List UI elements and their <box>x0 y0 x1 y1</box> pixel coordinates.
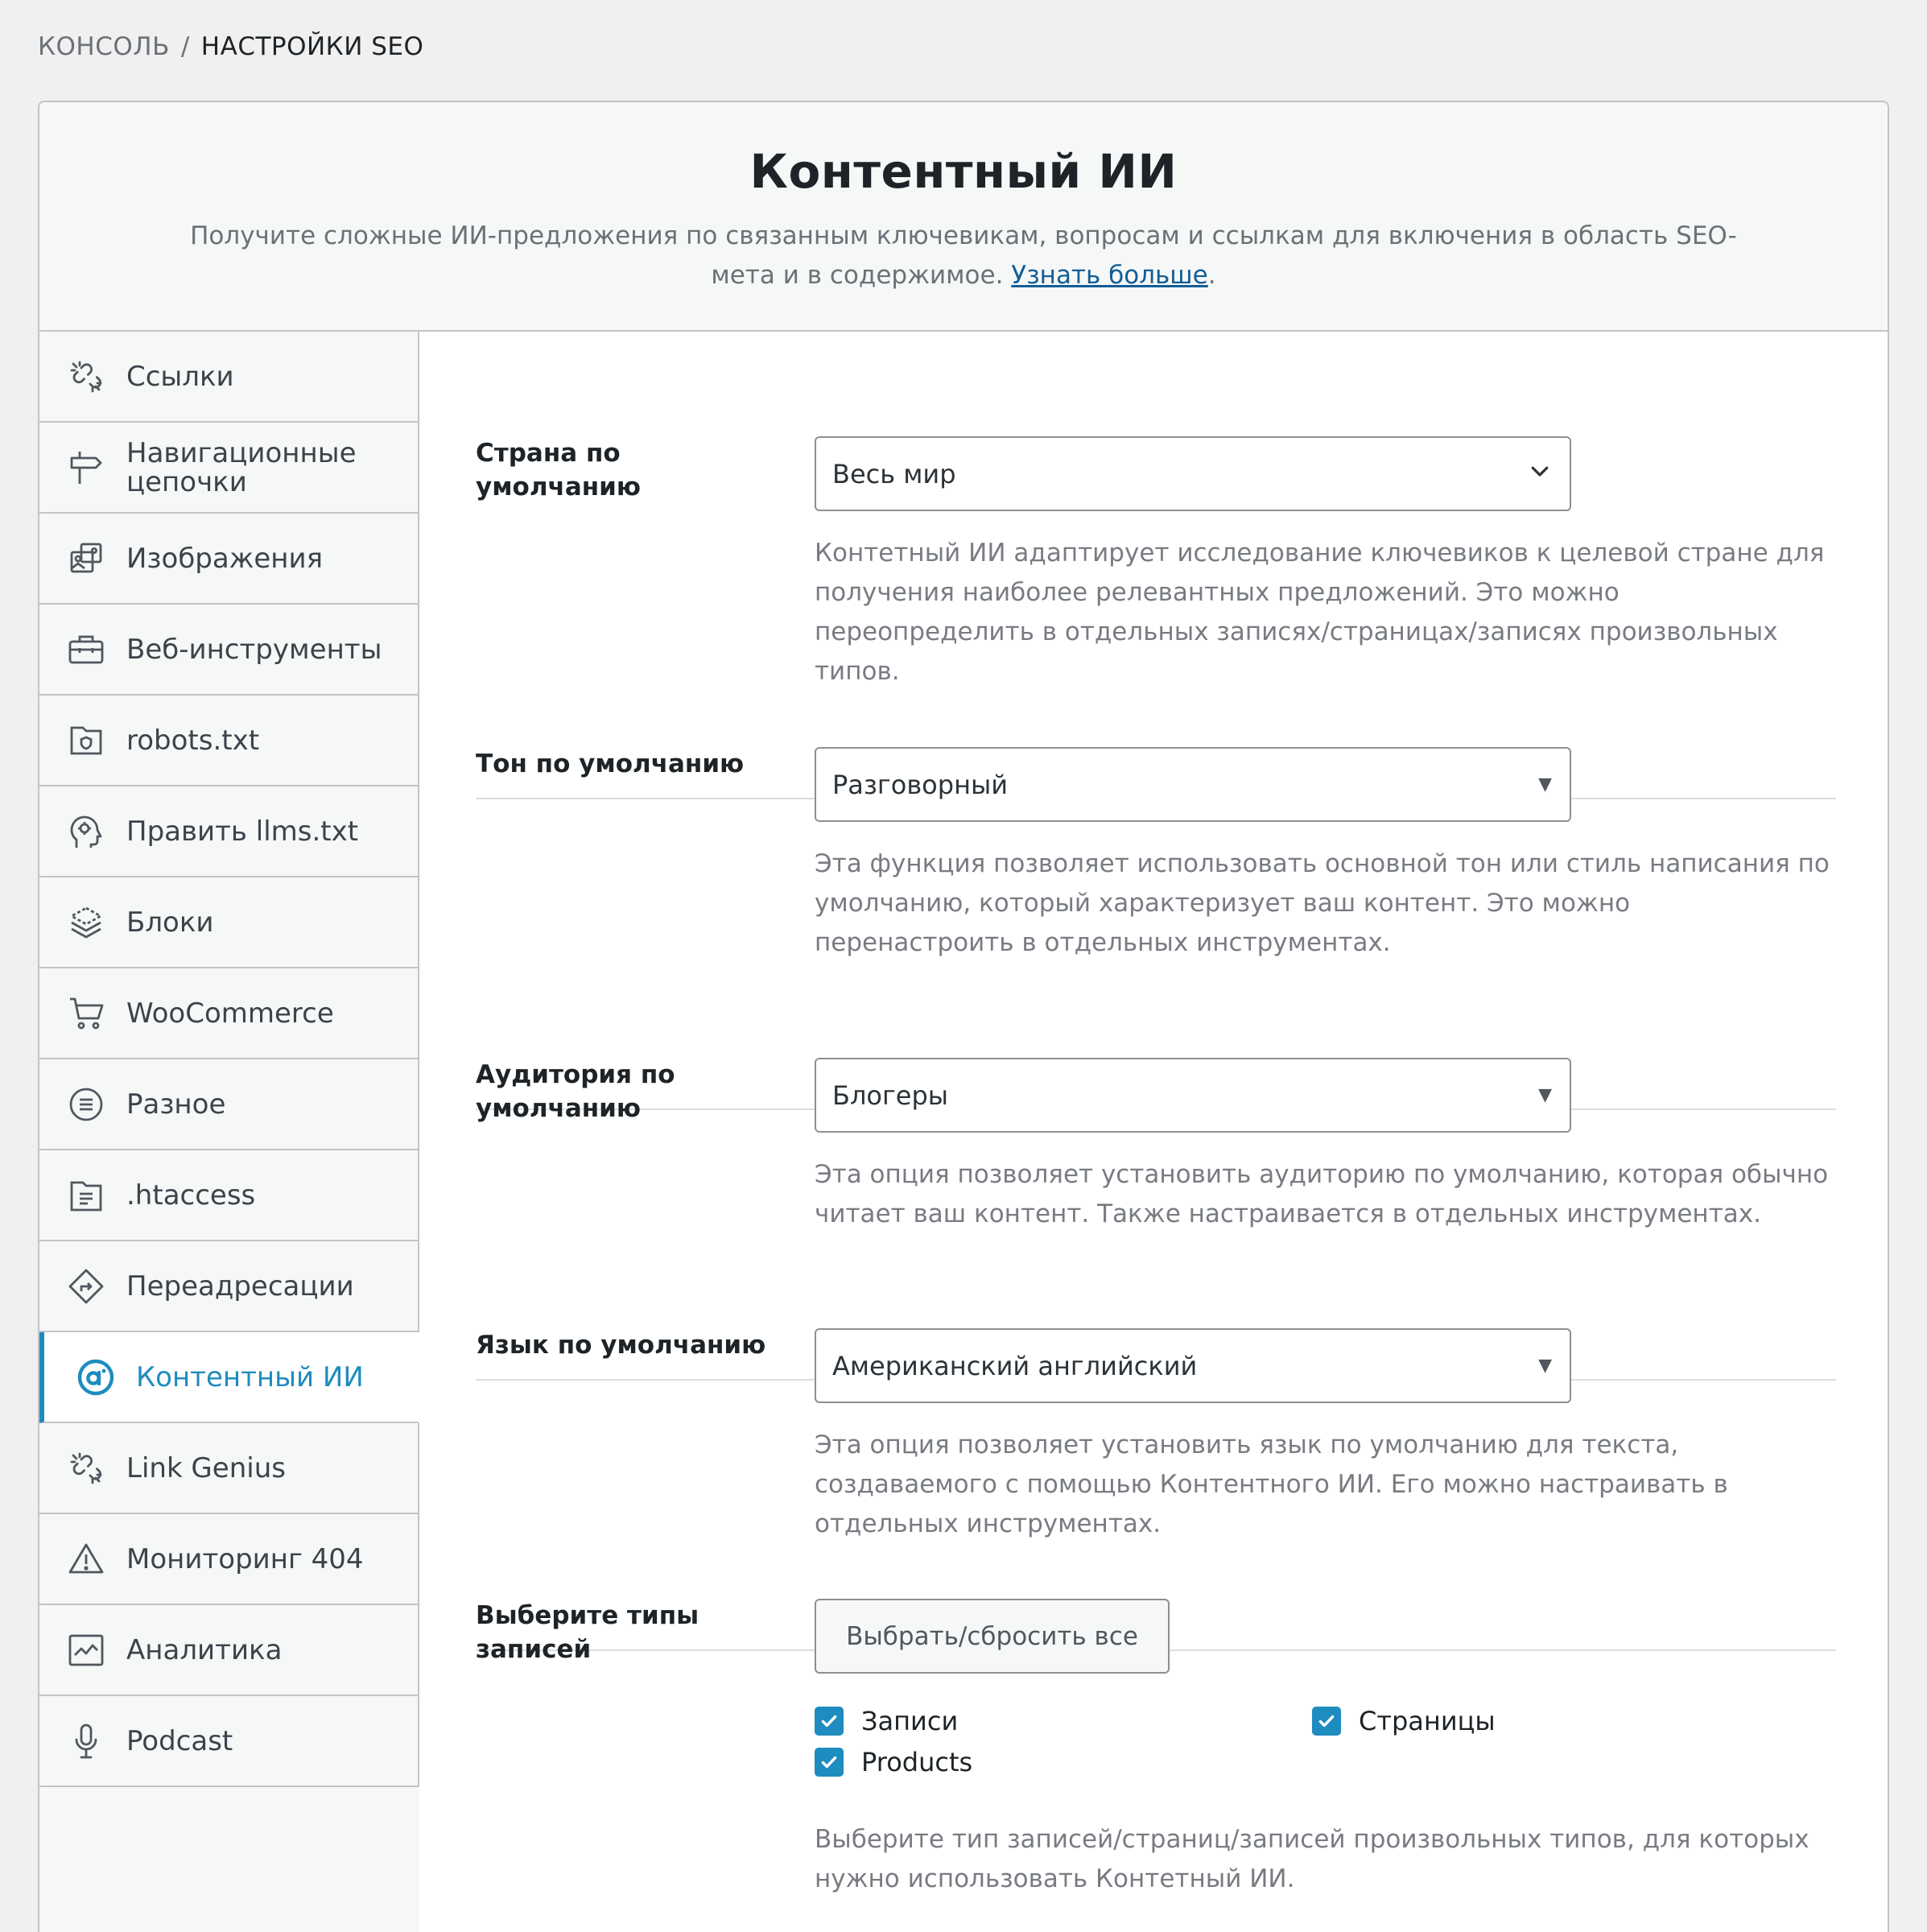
settings-sidebar <box>39 332 419 1787</box>
sidebar-item-images[interactable] <box>39 514 418 605</box>
sidebar-item-htaccess[interactable] <box>39 1150 418 1241</box>
sidebar-item-links[interactable] <box>39 332 418 423</box>
checkbox-checked-icon <box>815 1748 844 1777</box>
sidebar-item-podcast[interactable] <box>39 1696 418 1787</box>
cart-icon <box>67 994 105 1033</box>
sidebar-item-llms[interactable] <box>39 786 418 877</box>
settings-panel <box>38 101 1889 1932</box>
sidebar-item-label: Разное <box>126 1088 226 1121</box>
checkbox-checked-icon <box>1312 1707 1341 1736</box>
page-description: Получите сложные ИИ-предложения по связанным ключевикам, вопросам и ссылкам для включения в область SEO-мета и в содержимое. Узнать больше. <box>190 221 1737 290</box>
sidebar-item-misc[interactable] <box>39 1059 418 1150</box>
sidebar-item-redirections[interactable] <box>39 1241 418 1332</box>
checkbox-products[interactable] <box>815 1747 972 1777</box>
checkbox-label: Записи <box>861 1706 959 1736</box>
sidebar-item-label: .htaccess <box>126 1179 256 1212</box>
chevron-down-icon <box>1528 459 1552 489</box>
links-icon <box>67 357 105 396</box>
sidebar-item-label: Блоки <box>126 906 214 939</box>
settings-content <box>419 332 1888 1932</box>
country-select-value: Весь мир <box>832 458 956 489</box>
checkbox-label: Страницы <box>1359 1706 1496 1736</box>
page-title: Контентный ИИ <box>749 144 1178 199</box>
tone-select-value: Разговорный <box>832 769 1009 800</box>
sidebar-item-label: Веб-инструменты <box>126 633 382 666</box>
checkbox-pages[interactable] <box>1312 1706 1496 1736</box>
toolbox-icon <box>67 630 105 669</box>
caret-down-icon: ▼ <box>1538 1085 1552 1105</box>
country-select[interactable] <box>815 436 1571 511</box>
sidebar-item-label: Podcast <box>126 1724 233 1757</box>
sidebar-item-link-genius[interactable] <box>39 1423 418 1514</box>
caret-down-icon: ▼ <box>1538 774 1552 795</box>
country-label: Страна по умолчанию <box>476 439 642 502</box>
sidebar-item-label: Аналитика <box>126 1633 283 1666</box>
learn-more-link[interactable]: Узнать больше <box>1011 261 1208 290</box>
misc-list-icon <box>67 1085 105 1124</box>
link-genius-icon <box>67 1449 105 1488</box>
microphone-icon <box>67 1722 105 1761</box>
caret-down-icon: ▼ <box>1538 1356 1552 1376</box>
select-all-button[interactable]: Выбрать/сбросить все <box>815 1599 1170 1674</box>
sidebar-item-webmaster-tools[interactable] <box>39 605 418 696</box>
tone-label: Тон по умолчанию <box>476 749 745 778</box>
file-icon <box>67 1176 105 1215</box>
audience-label: Аудитория по умолчанию <box>476 1060 675 1123</box>
sidebar-item-breadcrumbs[interactable] <box>39 423 418 514</box>
sidebar-item-robots[interactable] <box>39 696 418 786</box>
checkbox-posts[interactable] <box>815 1706 958 1736</box>
language-label: Язык по умолчанию <box>476 1331 766 1360</box>
post-types-label: Выберите типы записей <box>476 1601 699 1664</box>
panel-header <box>39 102 1888 332</box>
analytics-icon <box>67 1631 105 1670</box>
content-ai-icon <box>76 1358 115 1397</box>
language-description: Эта опция позволяет установить язык по умолчанию для текста, создаваемого с помощью Контентного ИИ. Его можно настраивать в отдельных инструментах. <box>815 1430 1728 1538</box>
language-select-value: Американский английский <box>832 1350 1198 1381</box>
checkbox-label: Products <box>861 1747 973 1777</box>
sidebar-item-content-ai[interactable] <box>39 1332 419 1423</box>
blocks-icon <box>67 903 105 942</box>
signpost-icon <box>67 448 105 487</box>
sidebar-item-label: Link Genius <box>126 1451 286 1484</box>
checkbox-checked-icon <box>815 1707 844 1736</box>
audience-select[interactable] <box>815 1058 1571 1133</box>
country-description: Контетный ИИ адаптирует исследование ключевиков к целевой стране для получения наиболее релевантных предложений. Это можно переопределить в отдельных записях/страницах/записях произвольных типов. <box>815 539 1825 686</box>
warning-icon <box>67 1540 105 1579</box>
post-type-checkboxes <box>815 1706 1836 1794</box>
sidebar-item-label: robots.txt <box>126 724 260 757</box>
breadcrumb-dashboard-link[interactable]: КОНСОЛЬ <box>38 32 170 61</box>
sidebar-item-woocommerce[interactable] <box>39 968 418 1059</box>
robots-file-icon <box>67 721 105 760</box>
ai-head-icon <box>67 812 105 851</box>
tone-select[interactable] <box>815 747 1571 822</box>
sidebar-item-blocks[interactable] <box>39 877 418 968</box>
sidebar-item-label: WooCommerce <box>126 997 334 1030</box>
breadcrumb-separator: / <box>180 32 190 61</box>
sidebar-item-404-monitor[interactable] <box>39 1514 418 1605</box>
sidebar-item-label: Править llms.txt <box>126 815 359 848</box>
audience-select-value: Блогеры <box>832 1080 949 1111</box>
sidebar-item-label: Ссылки <box>126 360 234 393</box>
breadcrumb-current: НАСТРОЙКИ SEO <box>200 32 424 61</box>
breadcrumb <box>38 32 423 61</box>
sidebar-item-label: Навигационные цепочки <box>126 436 357 498</box>
language-select[interactable] <box>815 1328 1571 1403</box>
sidebar-item-label: Контентный ИИ <box>136 1360 364 1393</box>
redirect-icon <box>67 1267 105 1306</box>
sidebar-item-label: Переадресации <box>126 1269 354 1302</box>
images-icon <box>67 539 105 578</box>
audience-description: Эта опция позволяет установить аудиторию по умолчанию, которая обычно читает ваш контент. Также настраивается в отдельных инструментах. <box>815 1160 1829 1228</box>
sidebar-item-analytics[interactable] <box>39 1605 418 1696</box>
post-types-description: Выберите тип записей/страниц/записей произвольных типов, для которых нужно использовать Контетный ИИ. <box>815 1825 1809 1893</box>
sidebar-item-label: Мониторинг 404 <box>126 1542 364 1575</box>
sidebar-item-label: Изображения <box>126 542 324 575</box>
tone-description: Эта функция позволяет использовать основной тон или стиль написания по умолчанию, который характеризует ваш контент. Это можно перенастроить в отдельных инструментах. <box>815 849 1830 957</box>
